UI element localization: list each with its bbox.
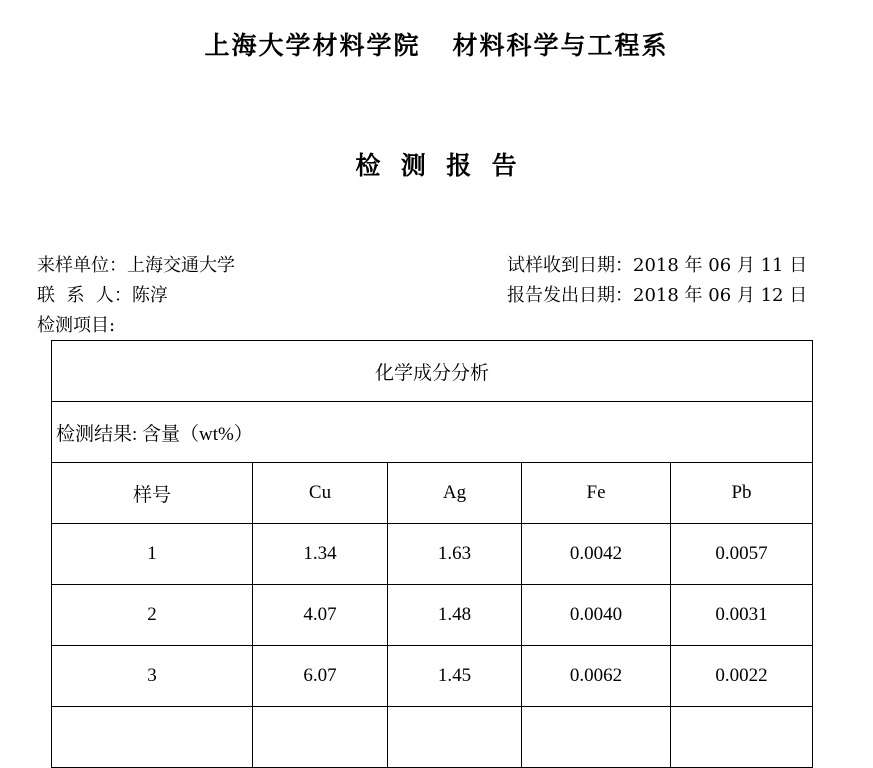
table-cell: 1.45 — [388, 646, 522, 707]
table-cell: 0.0057 — [671, 524, 813, 585]
table-cell: 1.63 — [388, 524, 522, 585]
result-label: 检测结果: 含量（wt%） — [52, 402, 813, 463]
table-row — [52, 585, 813, 646]
header-row — [52, 463, 813, 524]
table-cell: 4.07 — [253, 585, 388, 646]
column-header: Cu — [253, 463, 388, 524]
received-date: 试样收到日期：2018 年 06 月 11 日 — [507, 255, 808, 276]
result-label-row — [52, 402, 813, 463]
contact-person: 联 系 人：陈淳 — [37, 285, 168, 306]
table-cell: 0.0062 — [522, 646, 671, 707]
caption-row — [52, 341, 813, 402]
institution-header: 上海大学材料学院 材料科学与工程系 — [204, 31, 669, 60]
report-title: 检 测 报 告 — [355, 151, 518, 180]
table-cell — [388, 707, 522, 768]
table-cell: 0.0022 — [671, 646, 813, 707]
results-table — [51, 340, 813, 768]
table-cell — [52, 707, 253, 768]
table-cell: 1.48 — [388, 585, 522, 646]
table-cell: 0.0031 — [671, 585, 813, 646]
table-cell: 1 — [52, 524, 253, 585]
table-caption: 化学成分分析 — [52, 341, 813, 402]
table-cell — [522, 707, 671, 768]
table-cell — [671, 707, 813, 768]
column-header: Fe — [522, 463, 671, 524]
sample-unit: 来样单位：上海交通大学 — [37, 255, 235, 276]
table-row — [52, 524, 813, 585]
table-row-partial — [52, 707, 813, 768]
table-cell: 0.0040 — [522, 585, 671, 646]
table-cell: 3 — [52, 646, 253, 707]
column-header: Ag — [388, 463, 522, 524]
column-header: Pb — [671, 463, 813, 524]
test-item-label: 检测项目: — [37, 315, 116, 336]
table-cell: 6.07 — [253, 646, 388, 707]
table-cell: 2 — [52, 585, 253, 646]
table-row — [52, 646, 813, 707]
table-cell: 0.0042 — [522, 524, 671, 585]
table-cell — [253, 707, 388, 768]
issued-date: 报告发出日期：2018 年 06 月 12 日 — [507, 285, 808, 306]
table-cell: 1.34 — [253, 524, 388, 585]
column-header: 样号 — [52, 463, 253, 524]
